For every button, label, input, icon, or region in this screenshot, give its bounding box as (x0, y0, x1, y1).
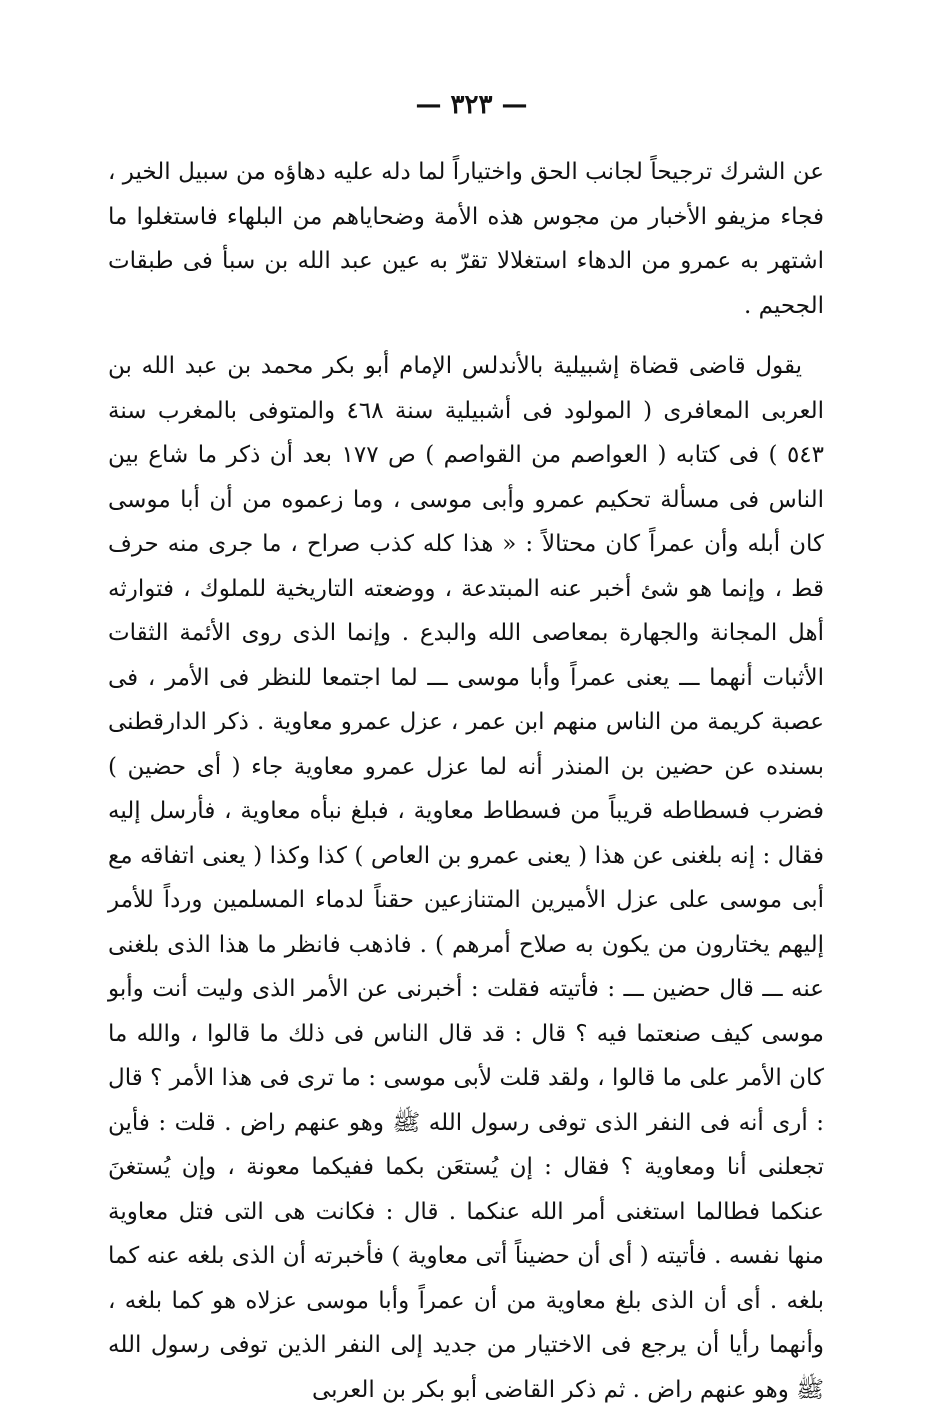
page-number: — ٣٢٣ — (415, 90, 528, 120)
paragraph-1: عن الشرك ترجيحاً لجانب الحق واختياراً لما دله عليه دهاؤه من سبيل الخير ، فجاء مزيفو الأخبار من مجوس هذه الأمة وضحاياهم من البلهاء فاستغلوا ما اشتهر به عمرو من الدهاء استغلالا تقرّ به عين عبد الله بن سبأ فى طبقات الجحيم . (108, 159, 824, 319)
page-body (108, 150, 824, 1412)
paragraph-2: يقول قاضى قضاة إشبيلية بالأندلس الإمام أبو بكر محمد بن عبد الله بن العربى المعافرى ( المولود فى أشبيلية سنة ٤٦٨ والمتوفى بالمغرب سنة ٥٤٣ ) فى كتابه ( العواصم من القواصم ) ص ١٧٧ بعد أن ذكر ما شاع بين الناس فى مسألة تحكيم عمرو وأبى موسى ، وما زعموه من أن أبا موسى كان أبله وأن عمراً كان محتالاً : « هذا كله كذب صراح ، ما جرى منه حرف قط ، وإنما هو شئ أخبر عنه المبتدعة ، ووضعته التاريخية للملوك ، فتوارثه أهل المجانة والجهارة بمعاصى الله والبدع . وإنما الذى روى الأئمة الثقات الأثبات أنهما ـــ يعنى عمراً وأبا موسى ـــ لما اجتمعا للنظر فى الأمر ، فى عصبة كريمة من الناس منهم ابن عمر ، عزل عمرو معاوية . ذكر الدارقطنى بسنده عن حضين بن المنذر أنه لما عزل عمرو معاوية جاء ( أى حضين ) فضرب فسطاطه قريباً من فسطاط معاوية ، فبلغ نبأه معاوية ، فأرسل إليه فقال : إنه بلغنى عن هذا ( يعنى عمرو بن العاص ) كذا وكذا ( يعنى اتفاقه مع أبى موسى على عزل الأميرين المتنازعين حقناً لدماء المسلمين ورداً للأمر إليهم يختارون من يكون به صلاح أمرهم ) . فاذهب فانظر ما هذا الذى بلغنى عنه ـــ قال حضين ـــ : فأتيته فقلت : أخبرنى عن الأمر الذى وليت أنت وأبو موسى كيف صنعتما فيه ؟ قال : قد قال الناس فى ذلك ما قالوا ، والله ما كان الأمر على ما قالوا ، ولقد قلت لأبى موسى : ما ترى فى هذا الأمر ؟ قال : أرى أنه فى النفر الذى توفى رسول الله ﷺ وهو عنهم راض . قلت : فأين تجعلنى أنا ومعاوية ؟ فقال : إن يُستعَن بكما ففيكما معونة ، وإن يُستغنَ عنكما فطالما استغنى أمر الله عنكما . قال : فكانت هى التى فتل معاوية منها نفسه . فأتيته ( أى أن حضيناً أتى معاوية ) فأخبرته أن الذى بلغه عنه كما بلغه . أى أن الذى بلغ معاوية من أن عمراً وأبا موسى عزلاه هو كما بلغه ، وأنهما رأيا أن يرجع فى الاختيار من جديد إلى النفر الذين توفى رسول الله ﷺ وهو عنهم راض . ثم ذكر القاضى أبو بكر بن العربى (108, 353, 824, 1403)
